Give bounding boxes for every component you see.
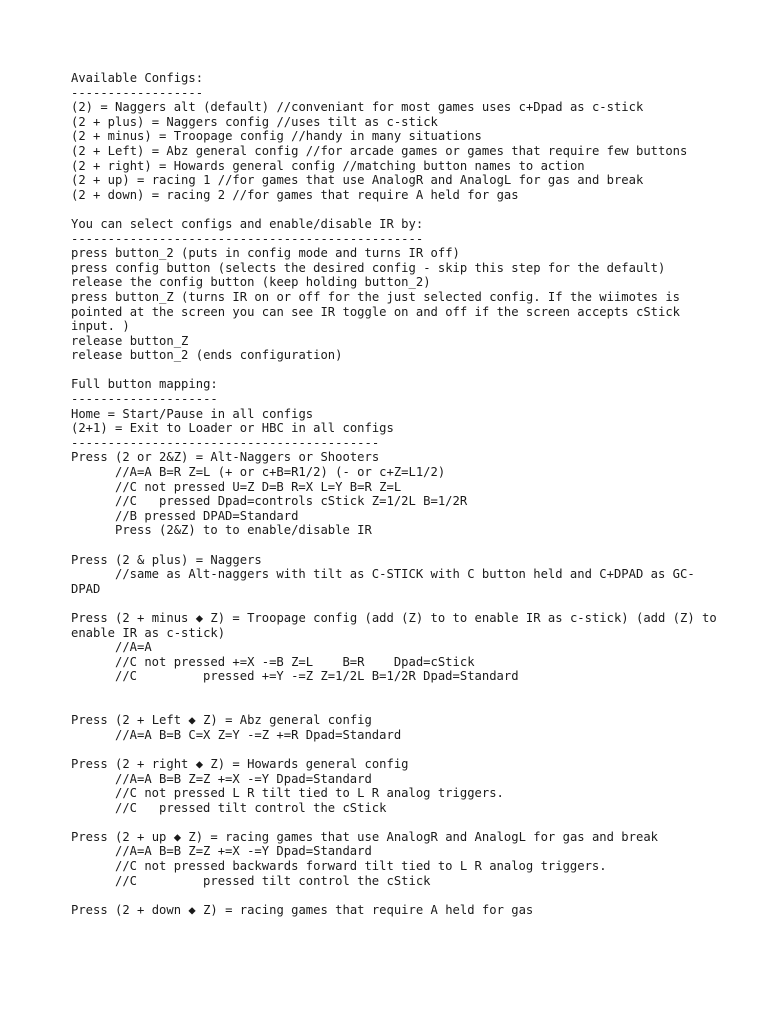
mapping-detail: //C not pressed +=X -=B Z=L B=R Dpad=cStick	[115, 654, 475, 669]
blank-line	[71, 699, 721, 714]
blank-line	[71, 202, 721, 217]
mapping-detail: //C pressed Dpad=controls cStick Z=1/2L B=1/2R	[115, 494, 468, 509]
instruction-line: release button_Z	[71, 333, 189, 348]
instruction-line: press button_Z (turns IR on or off for the just selected config. If the wiimotes is pointed at the screen you can see IR toggle on and off if the screen accepts cStick input. )	[71, 289, 688, 334]
blank-line	[71, 815, 721, 830]
mapping-detail: //C not pressed L R tilt tied to L R analog triggers.	[115, 786, 504, 801]
heading-select-configs: You can select configs and enable/disable IR by:	[71, 216, 424, 231]
blank-line	[71, 742, 721, 757]
section-line-naggers: Press (2 & plus) = Naggers	[71, 552, 262, 567]
config-line: (2 + up) = racing 1 //for games that use AnalogR and AnalogL for gas and break	[71, 173, 644, 188]
blank-line	[71, 363, 721, 378]
section-line-abz: Press (2 + Left ◆ Z) = Abz general config	[71, 713, 372, 728]
section-line-alt-naggers: Press (2 or 2&Z) = Alt-Naggers or Shooters	[71, 450, 380, 465]
document-page	[71, 71, 725, 917]
config-line: (2 + minus) = Troopage config //handy in many situations	[71, 129, 482, 144]
instruction-line: press config button (selects the desired config - skip this step for the default)	[71, 260, 666, 275]
divider-line: ------------------------------------------	[71, 435, 380, 450]
section-line-racing-1: Press (2 + up ◆ Z) = racing games that use AnalogR and AnalogL for gas and break	[71, 829, 658, 844]
mapping-detail: //C not pressed U=Z D=B R=X L=Y B=R Z=L	[115, 479, 402, 494]
mapping-detail: //A=A B=B Z=Z +=X -=Y Dpad=Standard	[115, 844, 372, 859]
blank-line	[71, 888, 721, 903]
heading-available-configs: Available Configs:	[71, 71, 204, 85]
instruction-line: release button_2 (ends configuration)	[71, 348, 343, 363]
mapping-detail: //A=A B=B Z=Z +=X -=Y Dpad=Standard	[115, 771, 372, 786]
section-line-howards: Press (2 + right ◆ Z) = Howards general config	[71, 756, 409, 771]
mapping-detail: //A=A B=B C=X Z=Y -=Z +=R Dpad=Standard	[115, 727, 402, 742]
divider-line: --------------------	[71, 392, 218, 407]
mapping-detail: //A=A	[115, 640, 152, 655]
section-line-racing-2: Press (2 + down ◆ Z) = racing games that require A held for gas	[71, 902, 534, 917]
mapping-line: (2+1) = Exit to Loader or HBC in all configs	[71, 421, 394, 436]
config-line: (2 + Left) = Abz general config //for arcade games or games that require few buttons	[71, 143, 688, 158]
section-line-troopage: Press (2 + minus ◆ Z) = Troopage config (add (Z) to to enable IR as c-stick) (add (Z) to enable IR as c-stick)	[71, 610, 725, 640]
mapping-detail: //C pressed +=Y -=Z Z=1/2L B=1/2R Dpad=Standard	[115, 669, 519, 684]
divider-line: ------------------	[71, 85, 204, 100]
divider-line: ------------------------------------------------	[71, 231, 424, 246]
mapping-detail: //B pressed DPAD=Standard	[115, 508, 299, 523]
mapping-detail: //C not pressed backwards forward tilt tied to L R analog triggers.	[115, 859, 607, 874]
mapping-detail: //C pressed tilt control the cStick	[115, 873, 431, 888]
mapping-detail: Press (2&Z) to to enable/disable IR	[115, 523, 372, 538]
config-line: (2 + plus) = Naggers config //uses tilt as c-stick	[71, 114, 438, 129]
mapping-line: Home = Start/Pause in all configs	[71, 406, 314, 421]
instruction-line: press button_2 (puts in config mode and turns IR off)	[71, 246, 460, 261]
blank-line	[71, 684, 721, 699]
blank-line	[71, 538, 721, 553]
blank-line	[71, 596, 721, 611]
config-line: (2 + down) = racing 2 //for games that require A held for gas	[71, 187, 519, 202]
mapping-detail: //same as Alt-naggers with tilt as C-STICK with C button held and C+DPAD as GC-DPAD	[71, 567, 695, 596]
instruction-line: release the config button (keep holding button_2)	[71, 275, 431, 290]
config-line: (2 + right) = Howards general config //matching button names to action	[71, 158, 585, 173]
heading-full-button-mapping: Full button mapping:	[71, 377, 218, 392]
mapping-detail: //A=A B=R Z=L (+ or c+B=R1/2) (- or c+Z=L1/2)	[115, 465, 446, 480]
config-line: (2) = Naggers alt (default) //conveniant for most games uses c+Dpad as c-stick	[71, 100, 644, 115]
mapping-detail: //C pressed tilt control the cStick	[115, 800, 387, 815]
